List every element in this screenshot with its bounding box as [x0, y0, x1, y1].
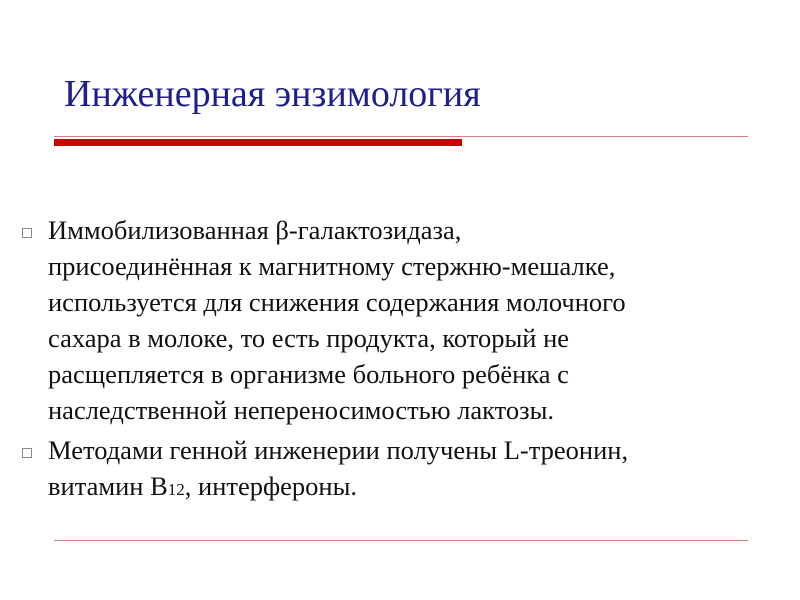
bullet-2-line-2-after: , интерфероны. [184, 471, 358, 501]
bullet-item-1 [22, 212, 782, 428]
square-bullet-icon [22, 448, 32, 458]
bullet-list [22, 212, 782, 512]
bullet-1-line-2: присоединённая к магнитному стержню-мешалке, [48, 251, 616, 281]
bullet-2-line-1: Методами генной инженерии получены L-треонин, [48, 435, 629, 465]
bullet-2-line-2-before: витамин В [48, 471, 168, 501]
bullet-text-2 [48, 432, 782, 508]
vitamin-subscript: 12 [167, 480, 185, 499]
bullet-1-line-4: сахара в молоке, то есть продукта, который не [48, 323, 570, 353]
bullet-item-2 [22, 432, 782, 508]
bullet-1-line-6: наследственной непереносимостью лактозы. [48, 395, 555, 425]
footer-rule [54, 540, 748, 541]
title-underline-thin [54, 136, 748, 137]
bullet-1-line-3: используется для снижения содержания молочного [48, 287, 626, 317]
bullet-text-1 [48, 212, 782, 428]
bullet-1-line-1: Иммобилизованная β-галактозидаза, [48, 215, 462, 245]
bullet-1-line-5: расщепляется в организме больного ребёнка с [48, 359, 569, 389]
square-bullet-icon [22, 228, 32, 238]
title-underline-accent [54, 139, 462, 146]
slide-title: Инженерная энзимология [64, 73, 481, 115]
